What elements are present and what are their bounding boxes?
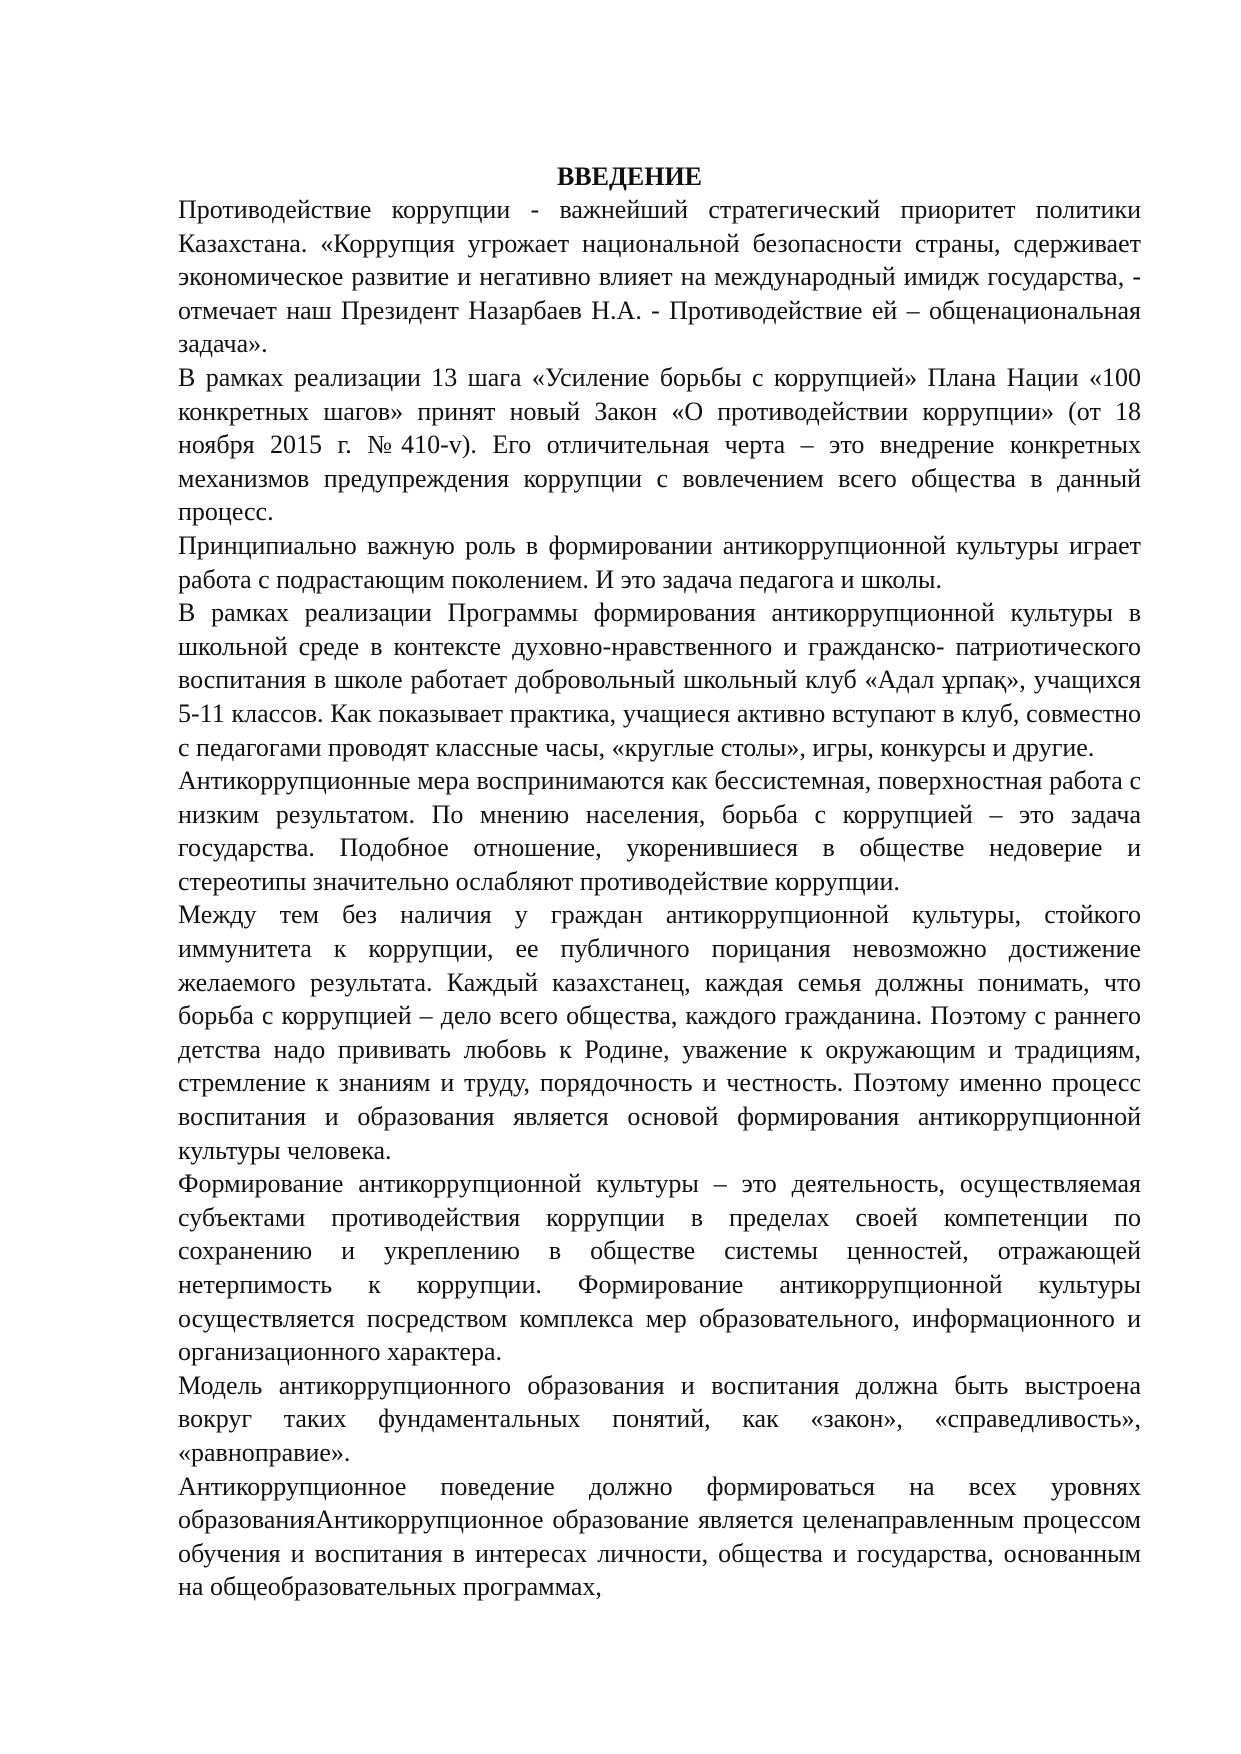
paragraph-7: Формирование антикоррупционной культуры – это деятельность, осуществляемая субъектами противодействия коррупции в пределах своей компетенции по сохранению и укреплению в обществе системы ценностей, отражающей нетерпимость к коррупции. Формирование антикоррупционной культуры осуществляется посредством комплекса мер образовательного, информационного и организационного характера. — [178, 1169, 1141, 1367]
document-title: ВВЕДЕНИЕ — [556, 162, 703, 191]
paragraph-9: Антикоррупционное поведение должно формироваться на всех уровнях образованияАнтикоррупционное образование является целенаправленным процессом обучения и воспитания в интересах личности, общества и государства, основанным на общеобразовательных программах, — [178, 1471, 1141, 1602]
paragraph-4: В рамках реализации Программы формирования антикоррупционной культуры в школьной среде в контексте духовно-нравственного и гражданско- патриотического воспитания в школе работает добровольный школьный клуб «Адал ұрпақ», учащихся 5-11 классов. Как показывает практика, учащиеся активно вступают в клуб, совместно с педагогами проводят классные часы, «круглые столы», игры, конкурсы и другие. — [178, 598, 1141, 762]
paragraph-8: Модель антикоррупционного образования и воспитания должна быть выстроена вокруг таких фундаментальных понятий, как «закон», «справедливость», «равноправие». — [178, 1370, 1141, 1467]
paragraph-5: Антикоррупционные мера воспринимаются как бессистемная, поверхностная работа с низким результатом. По мнению населения, борьба с коррупцией – это задача государства. Подобное отношение, укоренившиеся в обществе недоверие и стереотипы значительно ослабляют противодействие коррупции. — [178, 766, 1141, 896]
paragraph-6: Между тем без наличия у граждан антикоррупционной культуры, стойкого иммунитета к коррупции, ее публичного порицания невозможно достижение желаемого результата. Каждый казахстанец, каждая семья должны понимать, что борьба с коррупцией – дело всего общества, каждого гражданина. Поэтому с раннего детства надо прививать любовь к Родине, уважение к окружающим и традициям, стремление к знаниям и труду, порядочность и честность. Поэтому именно процесс воспитания и образования является основой формирования антикоррупционной культуры человека. — [178, 900, 1141, 1165]
document-body — [178, 160, 1141, 1604]
paragraph-3: Принципиально важную роль в формировании антикоррупционной культуры играет работа с подрастающим поколением. И это задача педагога и школы. — [178, 530, 1141, 594]
paragraph-2: В рамках реализации 13 шага «Усиление борьбы с коррупцией» Плана Нации «100 конкретных шагов» принят новый Закон «О противодействии коррупции» (от 18 ноября 2015 г. №410-v). Его отличительная черта – это внедрение конкретных механизмов предупреждения коррупции с вовлечением всего общества в данный процесс. — [178, 362, 1141, 527]
paragraph-1: Противодействие коррупции - важнейший стратегический приоритет политики Казахстана. «Коррупция угрожает национальной безопасности страны, сдерживает экономическое развитие и негативно влияет на международный имидж государства, - отмечает наш Президент Назарбаев Н.А. - Противодействие ей – общенациональная задача». — [178, 195, 1141, 359]
